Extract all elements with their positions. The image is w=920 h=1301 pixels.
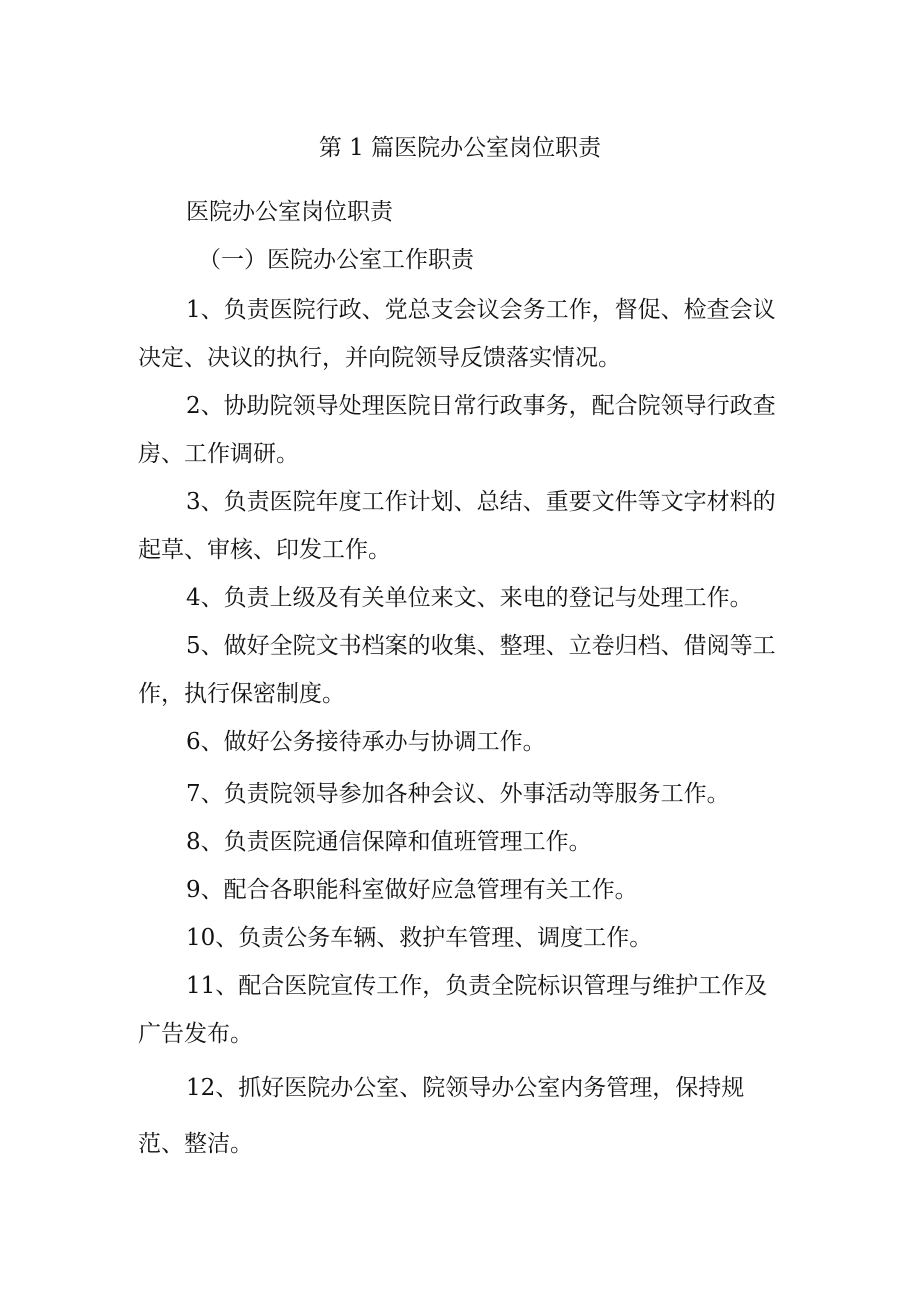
duty-item-10: 10、负责公务车辆、救护车管理、调度工作。 [186,925,653,951]
duty-item-5: 5、做好全院文书档案的收集、整理、立卷归档、借阅等工作，执行保密制度。 [138,633,776,707]
duty-item-4: 4、负责上级及有关单位来文、来电的登记与处理工作。 [186,585,753,611]
duty-item-6: 6、做好公务接待承办与协调工作。 [186,729,546,755]
duty-item-7: 7、负责院领导参加各种会议、外事活动等服务工作。 [186,781,730,807]
subsection-heading: （一）医院办公室工作职责 [198,247,474,273]
section-heading: 医院办公室岗位职责 [186,199,393,225]
duty-item-9: 9、配合各职能科室做好应急管理有关工作。 [186,877,638,903]
duty-item-3: 3、负责医院年度工作计划、总结、重要文件等文字材料的起草、审核、印发工作。 [138,489,776,563]
duty-item-11: 11、配合医院宣传工作，负责全院标识管理与维护工作及广告发布。 [138,973,768,1047]
duty-item-8: 8、负责医院通信保障和值班管理工作。 [186,829,592,855]
duty-item-1: 1、负责医院行政、党总支会议会务工作，督促、检查会议决定、决议的执行，并向院领导反馈落实情况。 [138,297,776,371]
duty-item-12: 12、抓好医院办公室、院领导办公室内务管理，保持规范、整洁。 [138,1075,745,1157]
duty-item-2: 2、协助院领导处理医院日常行政事务，配合院领导行政查房、工作调研。 [138,393,776,467]
document-title: 第 1 篇医院办公室岗位职责 [318,135,602,161]
